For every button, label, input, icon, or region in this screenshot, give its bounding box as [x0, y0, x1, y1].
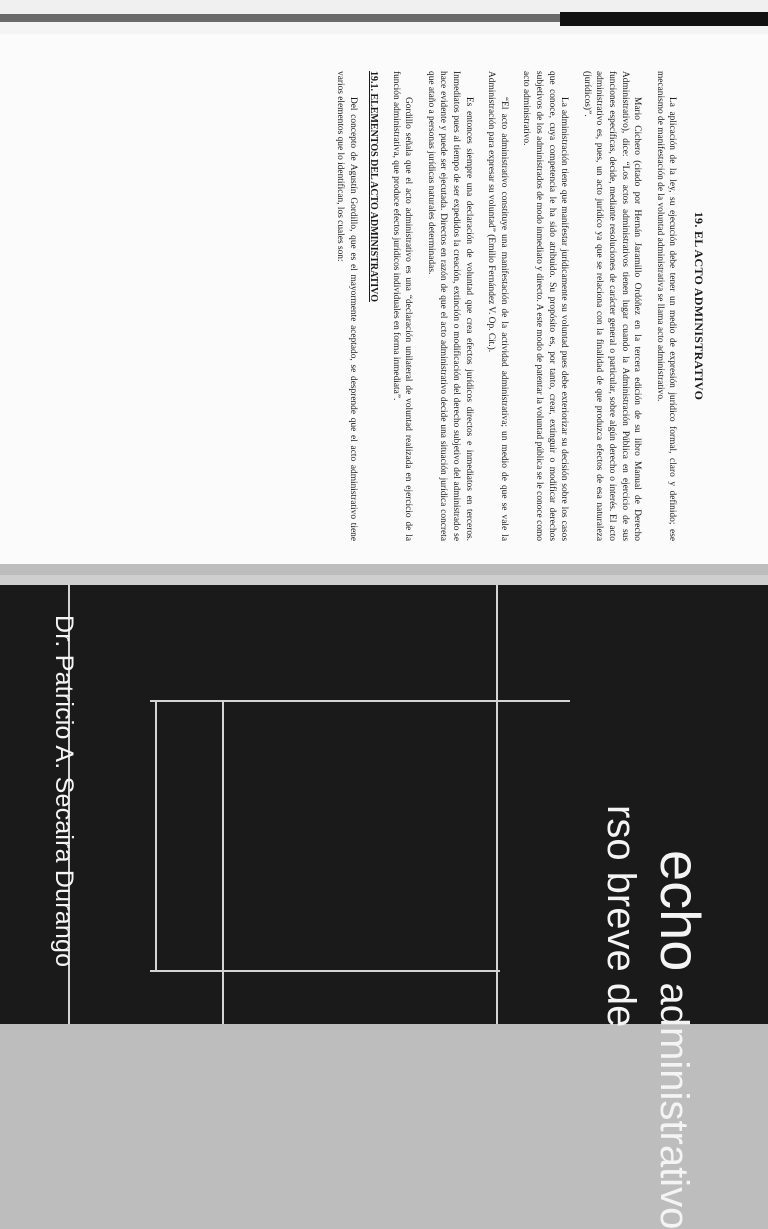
page-body — [333, 71, 705, 541]
section-heading: 19. EL ACTO ADMINISTRATIVO — [692, 211, 706, 401]
cover-title-word: echo — [649, 850, 712, 972]
paragraph: Es entonces siempre una declaración de voluntad que crea efectos jurídicos directos e inmediatos en terceros. Inmediatos pues al tiempo de ser expedidos la creación, extinción o modificación del derecho subjetivo del administrado se hace evidente y puede ser ejecutada. Directos en razón de que el acto administrativo decide una situación jurídica concreta que ataño a personas jurídicas naturales determinadas. — [425, 71, 474, 541]
cover-author: Dr. Patricio A. Secaira Durango — [50, 615, 78, 968]
paragraph: Del concepto de Agustín Gordillo, que es el mayormente aceptado, se desprende que el acto administrativo tiene varios elementos que lo identifican, los cuales son: — [334, 71, 358, 541]
rotated-text-content — [115, 71, 705, 541]
paragraph: La administración tiene que manifestar jurídicamente su voluntad pues debe exteriorizar su decisión sobre los casos que conoce, cuya competencia le ha sido atribuido. Su propósito es, por tanto, crear, extinguir o modificar derechos subjetivos de los administrados de modo inmediato y directo. A este modo de patentar la voluntad pública se le conoce como acto administrativo. — [521, 71, 570, 541]
rotated-cover-content — [0, 575, 768, 1229]
cover-title-word: administrativo — [652, 971, 696, 1229]
paragraph: La aplicación de la ley, su ejecución debe tener un medio de expresión jurídico formal, claro y definido; ese mecanismo de manifestación de la voluntad administrativa se llama acto administrativo. — [654, 71, 678, 541]
book-cover — [0, 575, 768, 1229]
paragraph: Mario Cichero (citado por Hernán Jaramillo Ordóñez en la tercera edición de su libro Manual de Derecho Administrativo), dice: “Los actos administrativos tienen lugar cuando la Administración Pública en ejercicio de sus funciones específicas, decide, mediante resoluciones de carácter general o particular, sobre algún derecho o interés. El acto administrativo es, pues, un acto jurídico ya que se relaciona con la finalidad de que produzca efectos de esa naturaleza (jurídicos)”. — [581, 71, 643, 541]
paragraph: “El acto administrativo constituye una manifestación de la actividad administrativa; un medio de que se vale la Administración para expresar su voluntad” (Emilio Fernández V. Op. Cit.). — [486, 71, 509, 541]
scan-dark-edge — [560, 12, 768, 26]
paragraph: Gordillo señala que el acto administrativo es una “declaración unilateral de voluntad realizada en ejercicio de la función administrativa, que produce efectos jurídicos individuales en forma inmediata”. — [390, 71, 414, 541]
cover-title-line2 — [648, 850, 713, 1229]
subsection-heading: 19.1. ELEMENTOS DEL ACTO ADMINISTRATIVO — [368, 71, 380, 302]
text-page — [0, 34, 768, 564]
cover-title-line1: rso breve de — [599, 805, 643, 1028]
